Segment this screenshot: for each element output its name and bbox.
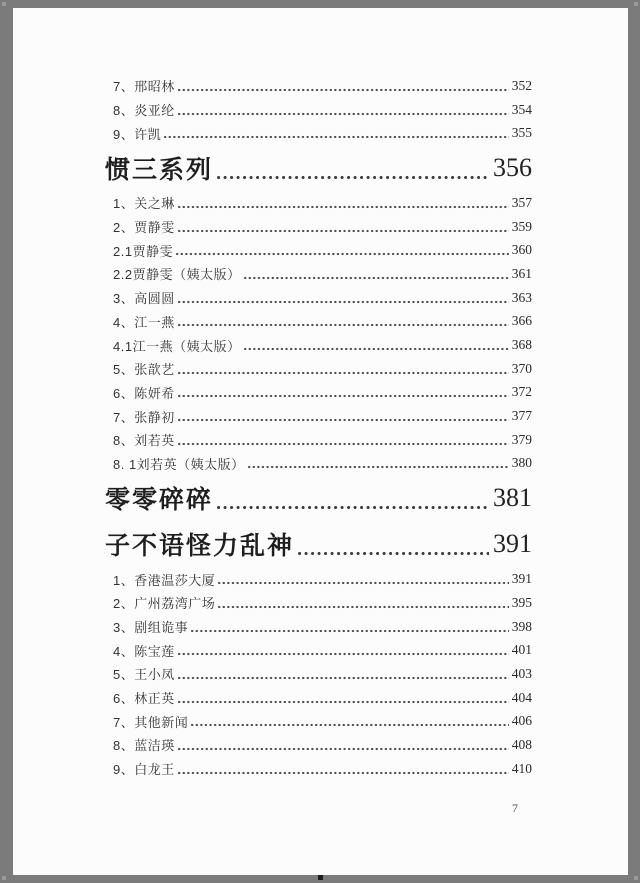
dot-leader [178, 771, 509, 775]
toc-item-row [105, 757, 532, 781]
toc-item-row [105, 638, 532, 662]
toc-item-row [105, 591, 532, 615]
dot-leader [244, 347, 509, 351]
toc-item-page: 354 [511, 101, 532, 117]
toc-item-label: 6、陈妍希 [113, 385, 175, 401]
toc-item-label: 4、陈宝莲 [113, 643, 175, 659]
toc-item-label: 1、关之琳 [113, 196, 175, 212]
toc-item-row [105, 567, 532, 591]
toc-item-page: 410 [511, 760, 532, 776]
toc-item-page: 380 [511, 455, 532, 471]
dot-leader [178, 323, 509, 327]
dot-leader [178, 112, 509, 116]
toc-item-row [105, 381, 532, 405]
toc-item-page: 366 [511, 313, 532, 329]
dot-leader [217, 505, 489, 510]
dot-leader [178, 700, 509, 704]
toc-item-page: 372 [511, 384, 532, 400]
toc-item-page: 406 [511, 713, 532, 729]
toc-item-label: 3、剧组诡事 [113, 620, 189, 636]
toc-item-page: 395 [511, 594, 532, 610]
dot-leader [178, 88, 509, 92]
dot-leader [178, 442, 509, 446]
toc-heading-label: 惯三系列 [105, 156, 214, 185]
page-number: 7 [512, 800, 518, 815]
toc-item-label: 8、刘若英 [113, 433, 175, 449]
toc-item-label: 1、香港温莎大厦 [113, 572, 216, 588]
dot-leader [164, 135, 509, 139]
dot-leader [178, 652, 509, 656]
toc-item-label: 9、白龙王 [113, 762, 175, 778]
toc-item-row [105, 310, 532, 334]
toc-item-row [105, 262, 532, 286]
toc-heading-row [105, 145, 532, 191]
toc-item-page: 404 [511, 689, 532, 705]
dot-leader [178, 371, 509, 375]
dot-leader [178, 300, 509, 304]
toc-item-page: 368 [511, 337, 532, 353]
toc-item-label: 7、邢昭林 [113, 79, 175, 95]
selection-handle-bottom-left[interactable] [2, 876, 6, 880]
dot-leader [178, 676, 509, 680]
toc-item-row [105, 98, 532, 122]
toc-item-label: 8. 1刘若英（姨太版） [113, 456, 245, 472]
toc-item-label: 2.2贾静雯（姨太版） [113, 267, 241, 283]
toc-heading-row [105, 475, 532, 521]
toc-heading-page: 381 [493, 483, 532, 513]
toc-item-page: 403 [511, 665, 532, 681]
toc-item-row [105, 357, 532, 381]
toc-item-page: 360 [511, 242, 532, 258]
dot-leader [298, 551, 489, 556]
dot-leader [218, 605, 509, 609]
toc-item-page: 398 [511, 618, 532, 634]
toc-item-row [105, 404, 532, 428]
toc-item-row [105, 238, 532, 262]
toc-item-row [105, 121, 532, 145]
toc-item-row [105, 191, 532, 215]
toc-item-label: 2、贾静雯 [113, 220, 175, 236]
toc-item-row [105, 286, 532, 310]
toc-item-row [105, 333, 532, 357]
toc-item-label: 2.1贾静雯 [113, 243, 174, 259]
toc-item-page: 391 [511, 571, 532, 587]
document-page [13, 8, 628, 875]
toc-heading-page: 356 [493, 153, 532, 183]
dot-leader [218, 581, 509, 585]
toc-item-page: 352 [511, 77, 532, 93]
toc-item-label: 7、其他新闻 [113, 714, 189, 730]
toc-heading-row [105, 521, 532, 567]
toc-item-row [105, 215, 532, 239]
toc-item-label: 5、张歆艺 [113, 362, 175, 378]
selection-handle-bottom-center[interactable] [318, 875, 323, 880]
dot-leader [191, 723, 509, 727]
toc-item-page: 359 [511, 218, 532, 234]
toc-item-page: 401 [511, 642, 532, 658]
toc-item-label: 7、张静初 [113, 409, 175, 425]
dot-leader [178, 229, 509, 233]
toc-heading-page: 391 [493, 529, 532, 559]
dot-leader [178, 418, 509, 422]
toc-list [105, 74, 532, 781]
selection-handle-top-left[interactable] [2, 2, 6, 6]
toc-item-page: 377 [511, 408, 532, 424]
toc-item-label: 4、江一燕 [113, 314, 175, 330]
toc-item-page: 361 [511, 265, 532, 281]
toc-item-row [105, 615, 532, 639]
toc-item-label: 4.1江一燕（姨太版） [113, 338, 241, 354]
toc-item-label: 8、炎亚纶 [113, 103, 175, 119]
toc-item-label: 8、蓝洁瑛 [113, 738, 175, 754]
toc-heading-label: 零零碎碎 [105, 486, 214, 515]
toc-item-row [105, 733, 532, 757]
dot-leader [178, 747, 509, 751]
dot-leader [178, 205, 509, 209]
dot-leader [191, 629, 509, 633]
dot-leader [178, 394, 509, 398]
selection-handle-bottom-right[interactable] [634, 876, 638, 880]
toc-item-label: 6、林正英 [113, 691, 175, 707]
dot-leader [244, 276, 509, 280]
toc-item-row [105, 428, 532, 452]
toc-item-row [105, 686, 532, 710]
toc-item-label: 3、高圆圆 [113, 291, 175, 307]
toc-item-row [105, 662, 532, 686]
dot-leader [217, 175, 489, 180]
toc-item-page: 355 [511, 125, 532, 141]
page-number-footer [105, 801, 532, 816]
toc-item-page: 357 [511, 194, 532, 210]
toc-item-label: 2、广州荔湾广场 [113, 596, 216, 612]
toc-item-row [105, 709, 532, 733]
toc-item-page: 363 [511, 289, 532, 305]
toc-item-page: 408 [511, 736, 532, 752]
dot-leader [176, 252, 509, 256]
selection-handle-top-right[interactable] [634, 2, 638, 6]
toc-item-row [105, 452, 532, 476]
dot-leader [248, 465, 509, 469]
toc-item-label: 5、王小凤 [113, 667, 175, 683]
toc-item-row [105, 74, 532, 98]
toc-item-page: 379 [511, 431, 532, 447]
toc-item-page: 370 [511, 360, 532, 376]
toc-item-label: 9、许凯 [113, 126, 162, 142]
toc-heading-label: 子不语怪力乱神 [105, 532, 295, 561]
